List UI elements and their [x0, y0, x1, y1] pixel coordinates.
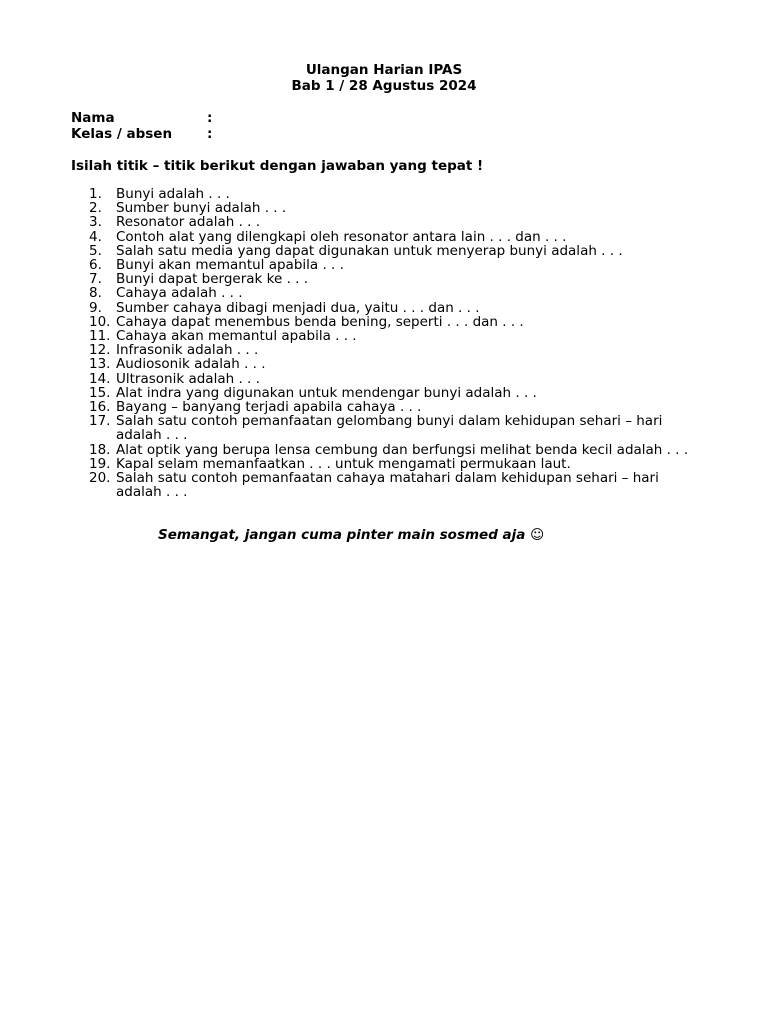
question-text: Bunyi dapat bergerak ke . . . [116, 271, 309, 288]
question-number: 1. [89, 186, 102, 202]
question-number: 13. [89, 356, 111, 373]
question-item [89, 215, 699, 229]
question-text: Cahaya akan memantul apabila . . . [116, 328, 357, 345]
class-row [71, 126, 227, 142]
question-list [89, 187, 699, 499]
question-text: Ultrasonik adalah . . . [116, 370, 260, 387]
name-label: Nama [71, 110, 115, 126]
instruction-text: Isilah titik – titik berikut dengan jawaban yang tepat ! [71, 158, 484, 174]
question-text: Sumber bunyi adalah . . . [116, 200, 287, 217]
question-item [89, 372, 699, 386]
name-colon: : [207, 110, 213, 126]
question-number: 17. [89, 413, 111, 430]
question-text: Cahaya dapat menembus benda bening, seperti . . . dan . . . [116, 313, 524, 330]
question-item [89, 343, 699, 357]
question-item [89, 400, 699, 414]
question-item [89, 329, 699, 343]
question-item [89, 187, 699, 201]
document-title: Ulangan Harian IPAS [305, 62, 463, 78]
document-subtitle: Bab 1 / 28 Agustus 2024 [291, 78, 477, 94]
question-number: 15. [89, 384, 111, 401]
question-item [89, 201, 699, 215]
question-item [89, 286, 699, 300]
question-number: 14. [89, 370, 111, 387]
question-item [89, 386, 699, 400]
question-item [89, 357, 699, 371]
question-number: 3. [89, 214, 102, 231]
question-number: 9. [89, 299, 102, 316]
question-item [89, 443, 699, 457]
question-text: Sumber cahaya dibagi menjadi dua, yaitu . . . dan . . . [116, 299, 480, 316]
question-text: Kapal selam memanfaatkan . . . untuk mengamati permukaan laut. [116, 455, 571, 472]
student-identity [71, 110, 227, 142]
question-number: 5. [89, 242, 102, 259]
class-colon: : [207, 126, 213, 142]
closing-message: Semangat, jangan cuma pinter main sosmed aja ☺ [158, 527, 545, 543]
question-number: 19. [89, 455, 111, 472]
question-text: Bunyi adalah . . . [116, 186, 230, 202]
question-number: 4. [89, 228, 102, 245]
question-number: 2. [89, 200, 102, 217]
question-text: Contoh alat yang dilengkapi oleh resonator antara lain . . . dan . . . [116, 228, 567, 245]
question-number: 8. [89, 285, 102, 302]
question-text: Infrasonik adalah . . . [116, 342, 259, 359]
question-text: Salah satu contoh pemanfaatan cahaya matahari dalam kehidupan sehari – hari adalah . . . [116, 470, 659, 501]
question-item [89, 258, 699, 272]
question-text: Alat indra yang digunakan untuk mendengar bunyi adalah . . . [116, 384, 537, 401]
question-item [89, 457, 699, 471]
class-label: Kelas / absen [71, 126, 173, 142]
question-number: 16. [89, 399, 111, 416]
question-number: 18. [89, 441, 111, 458]
question-text: Bunyi akan memantul apabila . . . [116, 257, 344, 274]
question-number: 20. [89, 470, 111, 487]
question-text: Audiosonik adalah . . . [116, 356, 266, 373]
question-item [89, 272, 699, 286]
question-text: Bayang – banyang terjadi apabila cahaya . . . [116, 399, 422, 416]
question-number: 10. [89, 313, 111, 330]
question-item [89, 414, 699, 442]
question-item [89, 301, 699, 315]
question-item [89, 471, 699, 499]
name-row [71, 110, 227, 126]
question-item [89, 230, 699, 244]
question-text: Cahaya adalah . . . [116, 285, 243, 302]
question-number: 7. [89, 271, 102, 288]
question-number: 11. [89, 328, 111, 345]
document-header [0, 62, 768, 94]
question-text: Resonator adalah . . . [116, 214, 261, 231]
question-number: 6. [89, 257, 102, 274]
question-text: Salah satu contoh pemanfaatan gelombang bunyi dalam kehidupan sehari – hari adalah . . . [116, 413, 663, 444]
question-item [89, 244, 699, 258]
question-number: 12. [89, 342, 111, 359]
question-text: Salah satu media yang dapat digunakan untuk menyerap bunyi adalah . . . [116, 242, 623, 259]
question-text: Alat optik yang berupa lensa cembung dan berfungsi melihat benda kecil adalah . . . [116, 441, 689, 458]
question-item [89, 315, 699, 329]
